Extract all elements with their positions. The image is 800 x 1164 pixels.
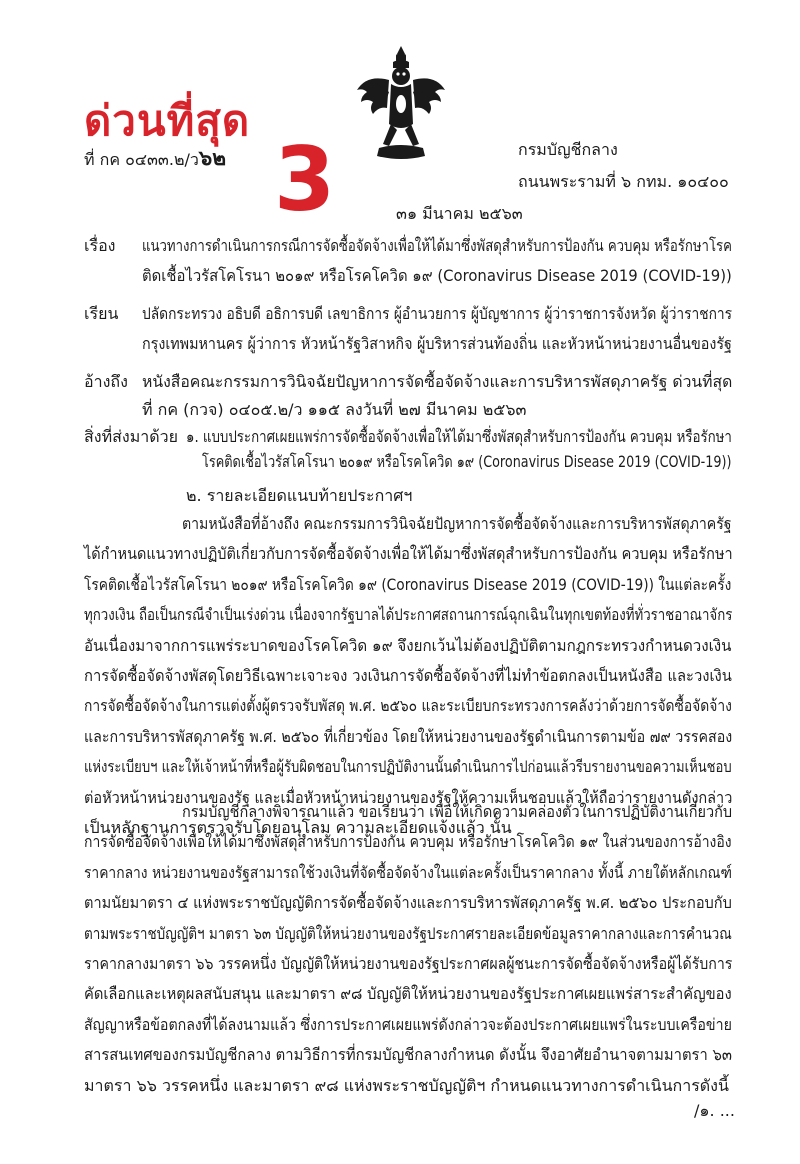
reference-line: ที่ กค (กวจ) ๐๔๐๕.๒/ว ๑๑๕ ลงวันที่ ๒๗ มีนาคม ๒๕๖๓: [142, 400, 527, 419]
recipient-label: เรียน: [84, 304, 119, 323]
body-line: กรมบัญชีกลางพิจารณาแล้ว ขอเรียนว่า เพื่อให้เกิดความคล่องตัวในการปฏิบัติงานเกี่ยวกับ: [182, 802, 733, 821]
reference-label: อ้างถึง: [84, 372, 128, 391]
body-line: ตามนัยมาตรา ๔ แห่งพระราชบัญญัติการจัดซื้อจัดจ้างและการบริหารพัสดุภาครัฐ พ.ศ. ๒๕๖๐ ประกอบกับ: [84, 893, 732, 913]
document-date: ๓๑ มีนาคม ๒๕๖๓: [396, 204, 523, 223]
body-line: มาตรา ๖๖ วรรคหนึ่ง และมาตรา ๙๘ แห่งพระราชบัญญัติฯ กำหนดแนวทางการดำเนินการดังนี้: [84, 1075, 729, 1095]
enclosure-item: ๑. แบบประกาศเผยแพร่การจัดซื้อจัดจ้างเพื่อให้ได้มาซึ่งพัสดุสำหรับการป้องกัน ควบคุม หรือรักษา: [186, 427, 732, 446]
body-line: สารสนเทศของกรมบัญชีกลาง ตามวิธีการที่กรมบัญชีกลางกำหนด ดังนั้น จึงอาศัยอำนาจตามมาตรา ๖๓: [84, 1045, 732, 1065]
document-number-prefix: ที่ กค ๐๔๓๓.๒/ว: [84, 150, 199, 169]
urgency-stamp: ด่วนที่สุด: [84, 96, 251, 145]
body-line: การจัดซื้อจัดจ้างพัสดุโดยวิธีเฉพาะเจาะจง วงเงินการจัดซื้อจัดจ้างที่ไม่ทำข้อตกลงเป็นหนังสือ และวงเงิน: [84, 666, 732, 685]
body-line: ราคากลาง หน่วยงานของรัฐสามารถใช้วงเงินที่จัดซื้อจัดจ้างในแต่ละครั้งเป็นราคากลาง ทั้งนี้ ภายใต้หลักเกณฑ์: [84, 862, 732, 882]
document-number-handwritten: ๖๒: [198, 146, 227, 170]
body-line: คัดเลือกและเหตุผลสนับสนุน และมาตรา ๙๘ บัญญัติให้หน่วยงานของรัฐประกาศเผยแพร่สาระสำคัญของ: [84, 984, 732, 1004]
page-continuation: /๑. ...: [694, 1101, 735, 1120]
body-line: ได้กำหนดแนวทางปฏิบัติเกี่ยวกับการจัดซื้อจัดจ้างเพื่อให้ได้มาซึ่งพัสดุสำหรับการป้องกัน ควบคุม หรือรักษา: [84, 544, 733, 564]
recipient-line: ปลัดกระทรวง อธิบดี อธิการบดี เลขาธิการ ผู้อำนวยการ ผู้บัญชาการ ผู้ว่าราชการจังหวัด ผู้ว่าราชการ: [142, 304, 733, 323]
handwritten-number-stamp: 3: [274, 128, 336, 231]
body-line: ราคากลางมาตรา ๖๖ วรรคหนึ่ง บัญญัติให้หน่วยงานของรัฐประกาศผลผู้ชนะการจัดซื้อจัดจ้างหรือผู้ได้รับการ: [84, 954, 733, 973]
body-line: โรคติดเชื้อไวรัสโคโรนา ๒๐๑๙ หรือโรคโควิด ๑๙ (Coronavirus Disease 2019 (COVID-19)) ในแต่ละครั้ง: [84, 574, 732, 594]
organization-name: กรมบัญชีกลาง: [518, 140, 618, 159]
enclosure-item: โรคติดเชื้อไวรัสโคโรนา ๒๐๑๙ หรือโรคโควิด ๑๙ (Coronavirus Disease 2019 (COVID-19)): [202, 452, 732, 471]
body-line: และการบริหารพัสดุภาครัฐ พ.ศ. ๒๕๖๐ ที่เกี่ยวข้อง โดยให้หน่วยงานของรัฐดำเนินการตามข้อ ๗๙ วรรคสอง: [84, 726, 733, 746]
body-line: ตามพระราชบัญญัติฯ มาตรา ๖๓ บัญญัติให้หน่วยงานของรัฐประกาศรายละเอียดข้อมูลราคากลางและการคำนวณ: [84, 923, 732, 943]
reference-line: หนังสือคณะกรรมการวินิจฉัยปัญหาการจัดซื้อจัดจ้างและการบริหารพัสดุภาครัฐ ด่วนที่สุด: [142, 372, 733, 391]
body-line: สัญญาหรือข้อตกลงที่ได้ลงนามแล้ว ซึ่งการประกาศเผยแพร่ดังกล่าวจะต้องประกาศเผยแพร่ในระบบเครือข่าย: [84, 1014, 732, 1034]
body-line: ต่อหัวหน้าหน่วยงานของรัฐ และเมื่อหัวหน้าหน่วยงานของรัฐให้ความเห็นชอบแล้วให้ถือว่ารายงานดังกล่าว: [84, 787, 733, 807]
subject-line: ติดเชื้อไวรัสโคโรนา ๒๐๑๙ หรือโรคโควิด ๑๙ (Coronavirus Disease 2019 (COVID-19)): [142, 266, 732, 285]
document-number: [84, 142, 226, 175]
subject-label: เรื่อง: [84, 236, 116, 255]
body-line: แห่งระเบียบฯ และให้เจ้าหน้าที่หรือผู้รับผิดชอบในการปฏิบัติงานนั้นดำเนินการไปก่อนแล้วรีบรายงานขอความเห็นชอบ: [84, 757, 732, 777]
recipient-line: กรุงเทพมหานคร ผู้ว่าการ หัวหน้ารัฐวิสาหกิจ ผู้บริหารส่วนท้องถิ่น และหัวหน้าหน่วยงานอื่นของรัฐ: [142, 334, 732, 353]
organization-address: ถนนพระรามที่ ๖ กทม. ๑๐๔๐๐: [518, 172, 729, 191]
body-line: อันเนื่องมาจากการแพร่ระบาดของโรคโควิด ๑๙ จึงยกเว้นไม่ต้องปฏิบัติตามกฎกระทรวงกำหนดวงเงิน: [84, 635, 732, 655]
enclosure-label: สิ่งที่ส่งมาด้วย: [84, 427, 178, 446]
body-line: การจัดซื้อจัดจ้างเพื่อให้ได้มาซึ่งพัสดุสำหรับการป้องกัน ควบคุม หรือรักษาโรคโควิด ๑๙ ในส่วนของการอ้างอิง: [84, 832, 732, 852]
body-line: เป็นหลักฐานการตรวจรับโดยอนุโลม ความละเอียดแจ้งแล้ว นั้น: [84, 818, 512, 837]
subject-line: แนวทางการดำเนินการกรณีการจัดซื้อจัดจ้างเพื่อให้ได้มาซึ่งพัสดุสำหรับการป้องกัน ควบคุม หรือรักษาโรค: [142, 236, 732, 255]
body-line: ทุกวงเงิน ถือเป็นกรณีจำเป็นเร่งด่วน เนื่องจากรัฐบาลได้ประกาศสถานการณ์ฉุกเฉินในทุกเขตท้องที่ทั่วราชอาณาจักร: [84, 605, 733, 625]
body-line: ตามหนังสือที่อ้างถึง คณะกรรมการวินิจฉัยปัญหาการจัดซื้อจัดจ้างและการบริหารพัสดุภาครัฐ: [182, 514, 732, 533]
enclosure-item: ๒. รายละเอียดแนบท้ายประกาศฯ: [186, 486, 413, 505]
garuda-emblem-icon: [353, 44, 449, 162]
body-line: การจัดซื้อจัดจ้างในการแต่งตั้งผู้ตรวจรับพัสดุ พ.ศ. ๒๕๖๐ และระเบียบกระทรวงการคลังว่าด้วยการจัดซื้อจัดจ้าง: [84, 696, 732, 716]
